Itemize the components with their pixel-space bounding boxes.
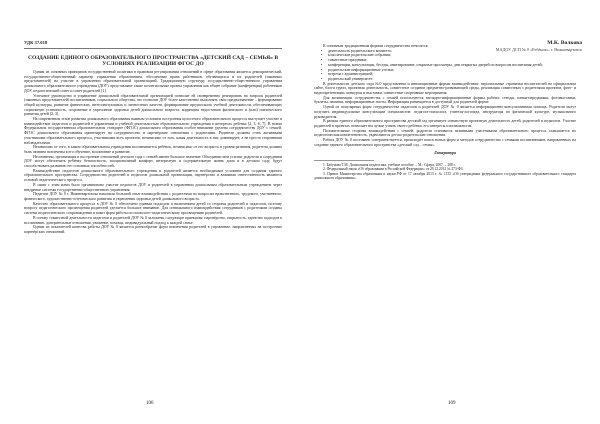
paragraph: Независимо от того, в каком образовательном учреждении воспитывается ребёнок, независимо от его возраста и уровня развития, родители должны быть активно вовлечены в его обучение, воспитание и развитие. xyxy=(24,145,282,154)
list-item: • родительские информационные уголки; xyxy=(328,68,576,73)
paragraph: Несомненно, организация и построение отношений детского сада с семьёй имеют большое значение. Объединяя свои усилия, родители и сотрудники ДОУ могут обеспечить ребёнку безопасность, эмоциональный комфорт, интересную и содержательную жизнь дома и в детском саду, будут способствовать развитию его основных способностей. xyxy=(24,154,282,169)
paragraph: В деятельности детского сада №0 представлены и инновационные формы взаимодействия: персональные странички воспитателей на официальном сайте, блоги групп, проектная деятельность, совместное создание предметно-развивающей среды, реализация совместных с родителями проектов, фото- и видеопрезентации, конкурсы и выставки, совместные спортивные мероприятия. xyxy=(314,81,576,96)
list-item: • родительский университет. xyxy=(328,77,576,82)
paragraph: Работа ДОУ № 0 постоянно совершенствуется, происходит поиск новых форм и методов сотрудничества с семьями воспитанников, направленных на создание единого образовательного пространства «детский сад – семья». xyxy=(314,138,576,147)
references-divider xyxy=(314,160,374,161)
reference-item: 2. Федеральный закон «Об образовании в Российской Федерации» от 29.12.2012 № 273-ФЗ. xyxy=(323,167,464,172)
bullet-list xyxy=(314,49,576,82)
page-number-right: 109 xyxy=(448,401,456,406)
paragraph: Успешное руководство и управление дошкольной образовательной организацией позволит ей своевременно реагировать на запросы родителей (законных представителей) воспитанников, социального общества, что позволит ДОУ более качественно выполнять свои предназначение – формирование общей культуры, развитие физических, интеллектуальных и личностных качеств, формирование предпосылок учебной деятельности, обеспечивающих социальную успешность, сохранение и укрепление здоровья детей дошкольного возраста, коррекция недостатков физического и (или) психического развития детей [2, 3]. xyxy=(24,93,282,117)
reference-item: 1. Бабунова Т.М. Дошкольная педагогика: учебное пособие. – М.: Сфера, 2007. – 208 с. xyxy=(323,163,457,168)
author-affiliation: МАДОУ ДСП № 0 «Ребёнок», г. Нижневартовск xyxy=(495,47,582,52)
left-column-body xyxy=(24,70,282,235)
list-item: • совместные праздники; xyxy=(328,58,576,63)
udk-code: УДК 37.018 xyxy=(24,40,48,45)
header-divider xyxy=(24,48,282,49)
paragraph: Положительные стороны взаимодействия с семьёй: родители становятся активными участниками образовательного процесса, повышается их педагогическая компетентность, укрепляются детско-родительские отношения. xyxy=(314,128,576,138)
paragraph: Педагоги ДОУ № 0 г. Нижневартовска накопили большой опыт взаимодействия с родителями по вопросам нравственного, трудового, умственного, физического, художественно-эстетического развития и укрепления здоровья детей дошкольного возраста. xyxy=(24,192,282,201)
right-column-body xyxy=(314,44,576,180)
paragraph: Одним из основных принципов государственной политики в правовом регулировании отношений в сфере образования является демократический, государственно-общественный характер управления образованием, обеспечение права работников, обучающихся и их родителей (законных представителей) на участие в управлении образовательной организацией. Традиционную структуру государственно-общественного управления дошкольного образовательного учреждения (ДОУ) представляют такие коллегиальные органы управления как общее собрание (конференция) работников ДОУ, педагогический совет и совет родителей [1]. xyxy=(24,70,282,93)
paragraph: В основу совместной деятельности педагогов и родителей ДОУ № 0 заложены следующие принципы: партнёрство, открытость, единство подходов к воспитанию, доверительные отношения, уважение, помощь, индивидуальный подход к каждой семье. xyxy=(24,215,282,225)
paragraph: Одной из популярных форм сотрудничества педагогов и родителей ДОУ № 0 является информационно-консультативная помощь. Родители могут получить индивидуальные консультации специалистов: педагога-психолога, учителя-логопеда, инструктора по физической культуре, музыкального руководителя. xyxy=(314,105,576,119)
paragraph: Взаимодействие педагогов дошкольного образовательного учреждения и родителей является необходимым условием для создания единого образовательного пространства. Сотрудничество родителей и педагогов дошкольной организации, партнёрство и взаимная ответственность являются основой педагогического процесса. xyxy=(24,168,282,183)
list-item: • встречи с администрацией; xyxy=(328,72,576,77)
paragraph: Качество образовательного процесса в ДОУ № 0 обеспечено единым подходом и включением детей со стороны родителей и педагогов, поэтому вопросу педагогического просвещения родителей уделяется большое внимание. Для оптимального взаимодействия сотрудников с родителями созданы система педагогического сопровождения и пакет форм работы по психолого-педагогическому просвещению родителей. xyxy=(24,201,282,216)
author-name: М.К. Волкова xyxy=(547,40,582,46)
list-item: • классические родительские собрания; xyxy=(328,53,576,58)
paragraph: Одним из показателей качества работы ДОУ № 0 является разнообразие форм вовлечения родителей в управление, направленных на построение партнёрских отношений. xyxy=(24,225,282,234)
paragraph: К основным традиционным формам сотрудничества относятся: xyxy=(323,44,429,48)
page-number-left: 106 xyxy=(146,401,154,406)
references-heading: Литература xyxy=(434,151,456,156)
list-item: • деятельность родительского комитета; xyxy=(328,49,576,54)
paragraph: В рамках единого образовательного пространства детский сад организует совместную проектную деятельность детей, родителей и педагогов. Участие родителей в проектах позволяет им лучше узнать своего ребёнка, его интересы и возможности. xyxy=(314,119,576,128)
article-title: СОЗДАНИЕ ЕДИНОГО ОБРАЗОВАТЕЛЬНОГО ПРОСТРАНСТВА «ДЕТСКИЙ САД – СЕМЬЯ» В УСЛОВИЯХ РЕАЛИЗАЦИИ ФГОС ДО xyxy=(27,55,279,68)
list-item: • конференции, консультации, беседы, анкетирование, открытые просмотры, дни открытых дверей по вопросам воспитания детей; xyxy=(328,63,576,68)
paragraph: На современном этапе развития дошкольного образования важным условием построения целостного образовательного процесса выступает участие и взаимодействие педагогов и родителей в управлении и учебной деятельностью образовательного учреждения в интересах ребёнка [2, 3, 6, 7]. В новом Федеральном государственном образовательном стандарте (ФГОС) дошкольного образования особое внимание уделено сотрудничеству ДОУ с семьей. ФГОС дошкольного образования ориентирует на сотрудничество и партнёрские отношения с родителями. Родители должны стать активными участниками образовательного процесса, участниками всех проектов, независимо от того, какая деятельность в них доминирует, а не просто сторонними наблюдателями. xyxy=(24,117,282,145)
paragraph: В связи с этим нами было организовано участие педагогов ДОУ и родителей в управлении дошкольным образовательным учреждением через внедрение системы государственно-общественного управления. xyxy=(24,182,282,192)
paragraph: Для активизации сотрудничества с семьёй используются наглядно-информационные формы работы: стенды, папки-передвижки, фотовыставки, буклеты, памятки, информационные листы. Информация размещается в доступной для родителей форме. xyxy=(314,95,576,105)
reference-item: 3. Приказ Министерства образования и науки РФ от 17 октября 2013 г. № 1155 «Об утверждении федерального государственного образовательного стандарта дошкольного образования». xyxy=(314,171,576,181)
